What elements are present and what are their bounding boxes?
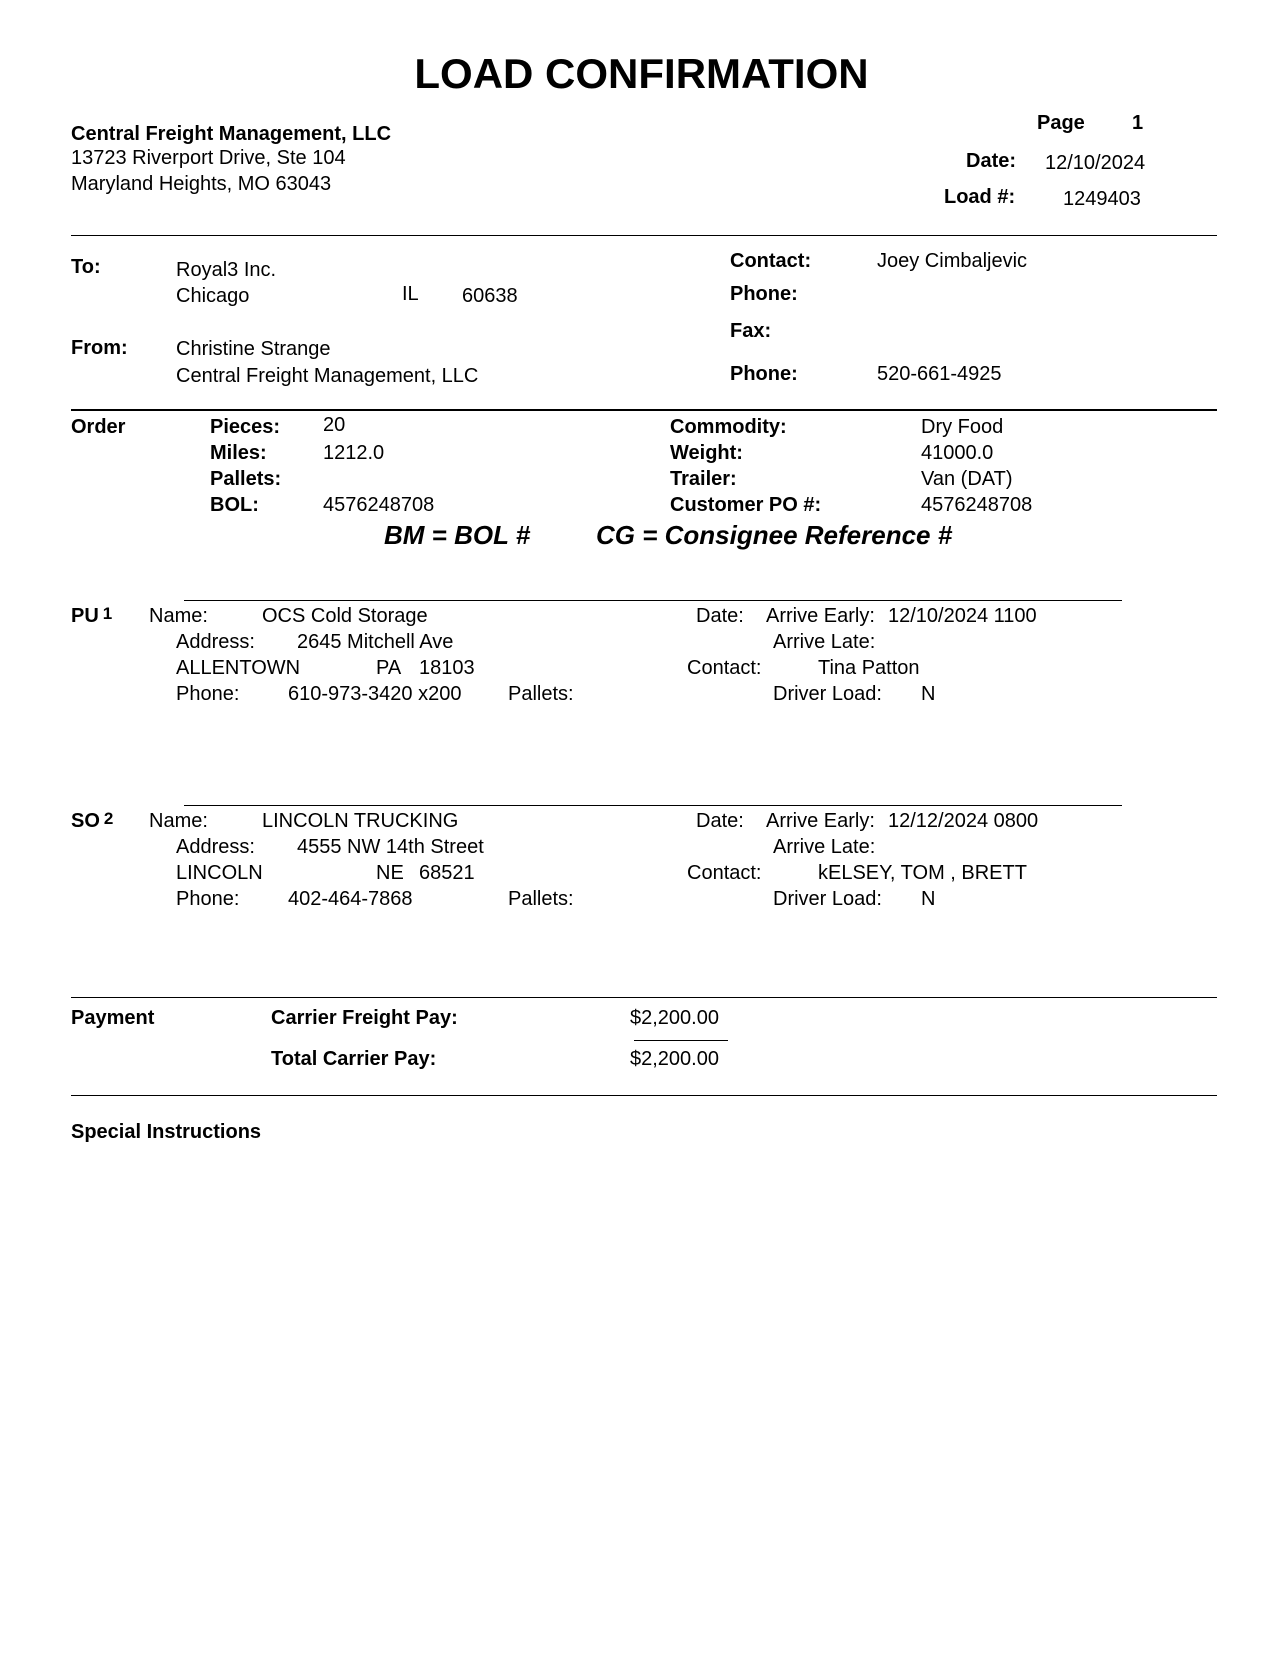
- miles-label: Miles:: [210, 442, 267, 464]
- from-name: Christine Strange: [176, 338, 331, 360]
- phone2-label: Phone:: [730, 363, 798, 385]
- note-bm: BM = BOL #: [384, 520, 531, 550]
- stop-2-address-label: Address:: [176, 836, 255, 858]
- stop-2-address: 4555 NW 14th Street: [297, 836, 484, 858]
- stop-1-driver-load: N: [921, 683, 936, 705]
- load-number-label: Load #:: [944, 186, 1016, 208]
- commodity-label: Commodity:: [670, 416, 787, 438]
- page-label: Page: [1037, 112, 1085, 134]
- pieces-value: 20: [323, 414, 346, 436]
- bol-value: 4576248708: [323, 494, 435, 516]
- stop-1-date-label: Date:: [696, 605, 744, 627]
- stop-1-address: 2645 Mitchell Ave: [297, 631, 454, 653]
- stop-2-name: LINCOLN TRUCKING: [262, 810, 459, 832]
- stop-1-zip: 18103: [419, 657, 475, 679]
- company-address-2: Maryland Heights, MO 63043: [71, 173, 332, 195]
- divider-payment: [71, 997, 1217, 998]
- stop-1-type-code: PU: [71, 605, 99, 627]
- stop-1-name: OCS Cold Storage: [262, 605, 428, 627]
- stop-1-type: [71, 605, 112, 628]
- stop-1-number: 1: [102, 604, 113, 623]
- date-label: Date:: [966, 150, 1017, 172]
- stop-1-arrive-late-label: Arrive Late:: [773, 631, 876, 653]
- divider-special: [71, 1095, 1217, 1096]
- phone2-value: 520-661-4925: [877, 363, 1002, 385]
- weight-label: Weight:: [670, 442, 743, 464]
- stop-2-number: 2: [103, 809, 114, 828]
- stop-1-contact: Tina Patton: [818, 657, 920, 679]
- stop-2-phone-label: Phone:: [176, 888, 240, 910]
- trailer-label: Trailer:: [670, 468, 737, 490]
- commodity-value: Dry Food: [921, 416, 1004, 438]
- stop-2-state: NE: [376, 862, 404, 884]
- stop-1-address-label: Address:: [176, 631, 255, 653]
- page-number: 1: [1132, 112, 1144, 134]
- stop-2-contact: kELSEY, TOM , BRETT: [818, 862, 1027, 884]
- trailer-value: Van (DAT): [921, 468, 1013, 490]
- stop-2-arrive-early-label: Arrive Early:: [766, 810, 875, 832]
- subtotal-underline: [634, 1040, 728, 1041]
- company-address-1: 13723 Riverport Drive, Ste 104: [71, 147, 346, 169]
- stop-2-type-code: SO: [71, 810, 100, 832]
- to-name: Royal3 Inc.: [176, 259, 277, 281]
- to-state: IL: [402, 283, 419, 305]
- pallets-label: Pallets:: [210, 468, 282, 490]
- stop-1-phone: 610-973-3420 x200: [288, 683, 462, 705]
- stop-1-driver-load-label: Driver Load:: [773, 683, 882, 705]
- fax-label: Fax:: [730, 320, 772, 342]
- customer-po-label: Customer PO #:: [670, 494, 822, 516]
- customer-po-value: 4576248708: [921, 494, 1033, 516]
- stop-2-zip: 68521: [419, 862, 475, 884]
- payment-label: Payment: [71, 1007, 155, 1029]
- special-instructions-label: Special Instructions: [71, 1121, 262, 1143]
- carrier-freight-pay-value: $2,200.00: [630, 1007, 719, 1029]
- document-title: LOAD CONFIRMATION: [414, 50, 869, 97]
- to-label: To:: [71, 256, 101, 278]
- stop-2-phone: 402-464-7868: [288, 888, 413, 910]
- bol-label: BOL:: [210, 494, 259, 516]
- divider-order: [71, 409, 1217, 411]
- stop-2-date-label: Date:: [696, 810, 744, 832]
- divider-stop-1: [184, 600, 1122, 601]
- stop-2-pallets-label: Pallets:: [508, 888, 574, 910]
- order-label: Order: [71, 416, 126, 438]
- divider-stop-2: [184, 805, 1122, 806]
- stop-2-arrive-late-label: Arrive Late:: [773, 836, 876, 858]
- stop-2-contact-label: Contact:: [687, 862, 762, 884]
- carrier-freight-pay-label: Carrier Freight Pay:: [271, 1007, 458, 1029]
- contact-value: Joey Cimbaljevic: [877, 250, 1028, 272]
- stop-1-pallets-label: Pallets:: [508, 683, 574, 705]
- stop-1-name-label: Name:: [149, 605, 208, 627]
- stop-1-arrive-early: 12/10/2024 1100: [888, 605, 1037, 627]
- miles-value: 1212.0: [323, 442, 385, 464]
- weight-value: 41000.0: [921, 442, 994, 464]
- stop-1-contact-label: Contact:: [687, 657, 762, 679]
- stop-2-driver-load-label: Driver Load:: [773, 888, 882, 910]
- company-name: Central Freight Management, LLC: [71, 123, 392, 145]
- from-company: Central Freight Management, LLC: [176, 365, 479, 387]
- stop-2-driver-load: N: [921, 888, 936, 910]
- phone-label: Phone:: [730, 283, 798, 305]
- stop-2-type: [71, 810, 113, 833]
- total-carrier-pay-value: $2,200.00: [630, 1048, 719, 1070]
- stop-2-name-label: Name:: [149, 810, 208, 832]
- to-city: Chicago: [176, 285, 250, 307]
- stop-1-arrive-early-label: Arrive Early:: [766, 605, 875, 627]
- stop-2-city: LINCOLN: [176, 862, 263, 884]
- stop-1-state: PA: [376, 657, 402, 679]
- divider-top: [71, 235, 1217, 236]
- note-cg: CG = Consignee Reference #: [596, 520, 953, 550]
- from-label: From:: [71, 337, 128, 359]
- contact-label: Contact:: [730, 250, 812, 272]
- stop-1-phone-label: Phone:: [176, 683, 240, 705]
- load-number-value: 1249403: [1063, 188, 1141, 210]
- to-zip: 60638: [462, 285, 518, 307]
- pieces-label: Pieces:: [210, 416, 281, 438]
- date-value: 12/10/2024: [1045, 152, 1146, 174]
- stop-2-arrive-early: 12/12/2024 0800: [888, 810, 1039, 832]
- stop-1-city: ALLENTOWN: [176, 657, 301, 679]
- total-carrier-pay-label: Total Carrier Pay:: [271, 1048, 437, 1070]
